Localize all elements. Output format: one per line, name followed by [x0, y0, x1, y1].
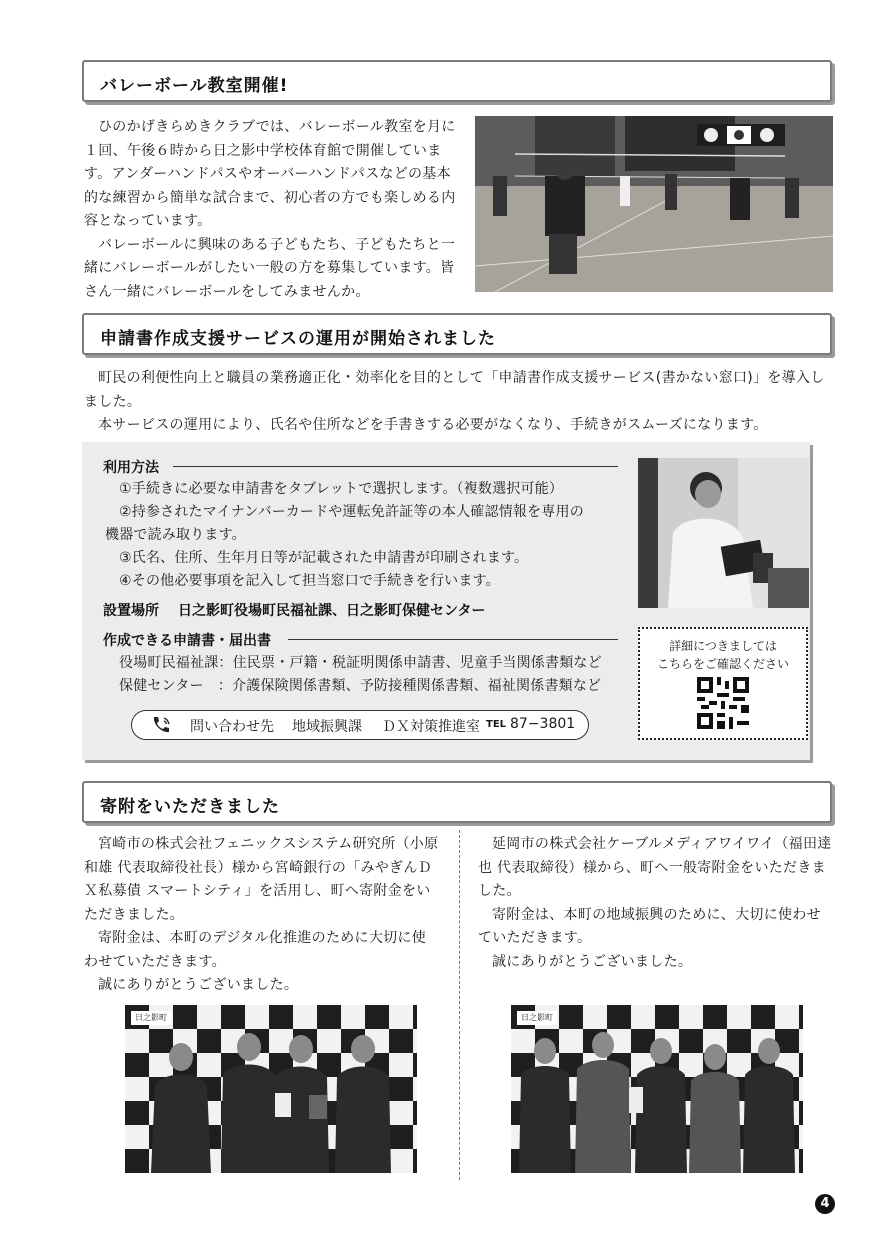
qr-caption: 詳細につきましては	[669, 639, 777, 653]
forms-dept: 保健センター ：	[119, 678, 233, 694]
tel-label: TEL	[486, 719, 507, 730]
contact-bar	[131, 710, 589, 740]
section-title: 申請書作成支援サービスの運用が開始されました	[100, 329, 496, 349]
volleyball-text	[84, 116, 458, 304]
contact-dept: 地域振興課	[292, 719, 362, 735]
forms-row	[119, 652, 602, 675]
forms-items: 介護保険関係書類、予防接種関係書類、福祉関係書類など	[232, 678, 602, 694]
donation-left-text	[84, 833, 440, 998]
forms-items: 住民票・戸籍・税証明関係申請書、児童手当関係書類など	[232, 655, 602, 671]
divider	[173, 466, 618, 467]
contact-label: 問い合わせ先	[190, 719, 274, 735]
section-heading-donation	[82, 781, 832, 823]
section-title: バレーボール教室開催!	[100, 76, 289, 96]
backdrop-label: 日之影町	[517, 1011, 557, 1025]
location-label: 設置場所	[103, 603, 159, 619]
backdrop-label: 日之影町	[131, 1011, 171, 1025]
paragraph: 誠にありがとうございました。	[492, 953, 693, 970]
usage-step-1: ①手続きに必要な申請書をタブレットで選択します。（複数選択可能）	[119, 481, 564, 497]
service-intro	[84, 367, 836, 438]
forms-row	[119, 675, 601, 698]
section-title: 寄附をいただきました	[100, 797, 280, 817]
usage-step-2: ②持参されたマイナンバーカードや運転免許証等の本人確認情報を専用の	[119, 504, 584, 520]
qr-box	[638, 627, 808, 740]
page-number: 4	[815, 1194, 835, 1214]
paragraph: 宮崎市の株式会社フェニックスシステム研究所（小原和雄 代表取締役社長）様から宮崎銀行の「みやぎんＤＸ私募債 スマートシティ」を活用し、町へ寄附金をいただきました。	[84, 836, 439, 923]
forms-dept: 役場町民福祉課：	[119, 655, 233, 671]
paragraph: バレーボールに興味のある子どもたち、子どもたちと一緒にバレーボールがしたい一般の方を募集しています。皆さん一緒にバレーボールをしてみませんか。	[84, 236, 456, 300]
usage-heading: 利用方法	[103, 460, 159, 476]
paragraph: 誠にありがとうございました。	[98, 977, 299, 993]
paragraph: 延岡市の株式会社ケーブルメディアワイワイ（福田達也 代表取締役）様から、町へ一般寄附金をいただきました。	[478, 836, 832, 899]
forms-heading: 作成できる申請書・届出書	[103, 633, 271, 649]
usage-step-3: ③氏名、住所、生年月日等が記載された申請書が印刷されます。	[119, 550, 529, 566]
paragraph: 寄附金は、本町の地域振興のために、大切に使わせていただきます。	[478, 906, 821, 946]
divider	[288, 639, 618, 640]
location-value: 日之影町役場町民福祉課、日之影町保健センター	[178, 603, 486, 619]
contact-office: ＤＸ対策推進室	[382, 719, 480, 735]
phone-icon	[150, 715, 172, 735]
paragraph: ひのかげきらめきクラブでは、バレーボール教室を月に１回、午後６時から日之影中学校体育館で開催しています。アンダーハンドパスやオーバーハンドパスなどの基本的な練習から簡単な試合まで、初心者の方でも楽しめる内容となっています。	[84, 119, 456, 229]
section-heading-volleyball	[82, 60, 832, 102]
donation-photo-right	[511, 1005, 803, 1173]
qr-caption: こちらをご確認ください	[656, 657, 789, 671]
usage-step-2-cont: 機器で読み取ります。	[105, 527, 246, 543]
column-divider	[459, 830, 460, 1180]
service-photo	[638, 458, 809, 608]
donation-right-text	[478, 833, 834, 974]
paragraph: 本サービスの運用により、氏名や住所などを手書きする必要がなくなり、手続きがスムーズになります。	[98, 417, 768, 433]
paragraph: 町民の利便性向上と職員の業務適正化・効率化を目的として「申請書作成支援サービス(書かない窓口)」を導入しました。	[84, 370, 825, 410]
qr-code-icon[interactable]	[697, 677, 749, 729]
tel-number: 87−3801	[510, 716, 576, 732]
volleyball-photo	[475, 116, 833, 292]
usage-step-4: ④その他必要事項を記入して担当窓口で手続きを行います。	[119, 573, 500, 589]
donation-photo-left	[125, 1005, 417, 1173]
section-heading-service	[82, 313, 832, 355]
paragraph: 寄附金は、本町のデジタル化推進のために大切に使わせていただきます。	[84, 930, 427, 970]
